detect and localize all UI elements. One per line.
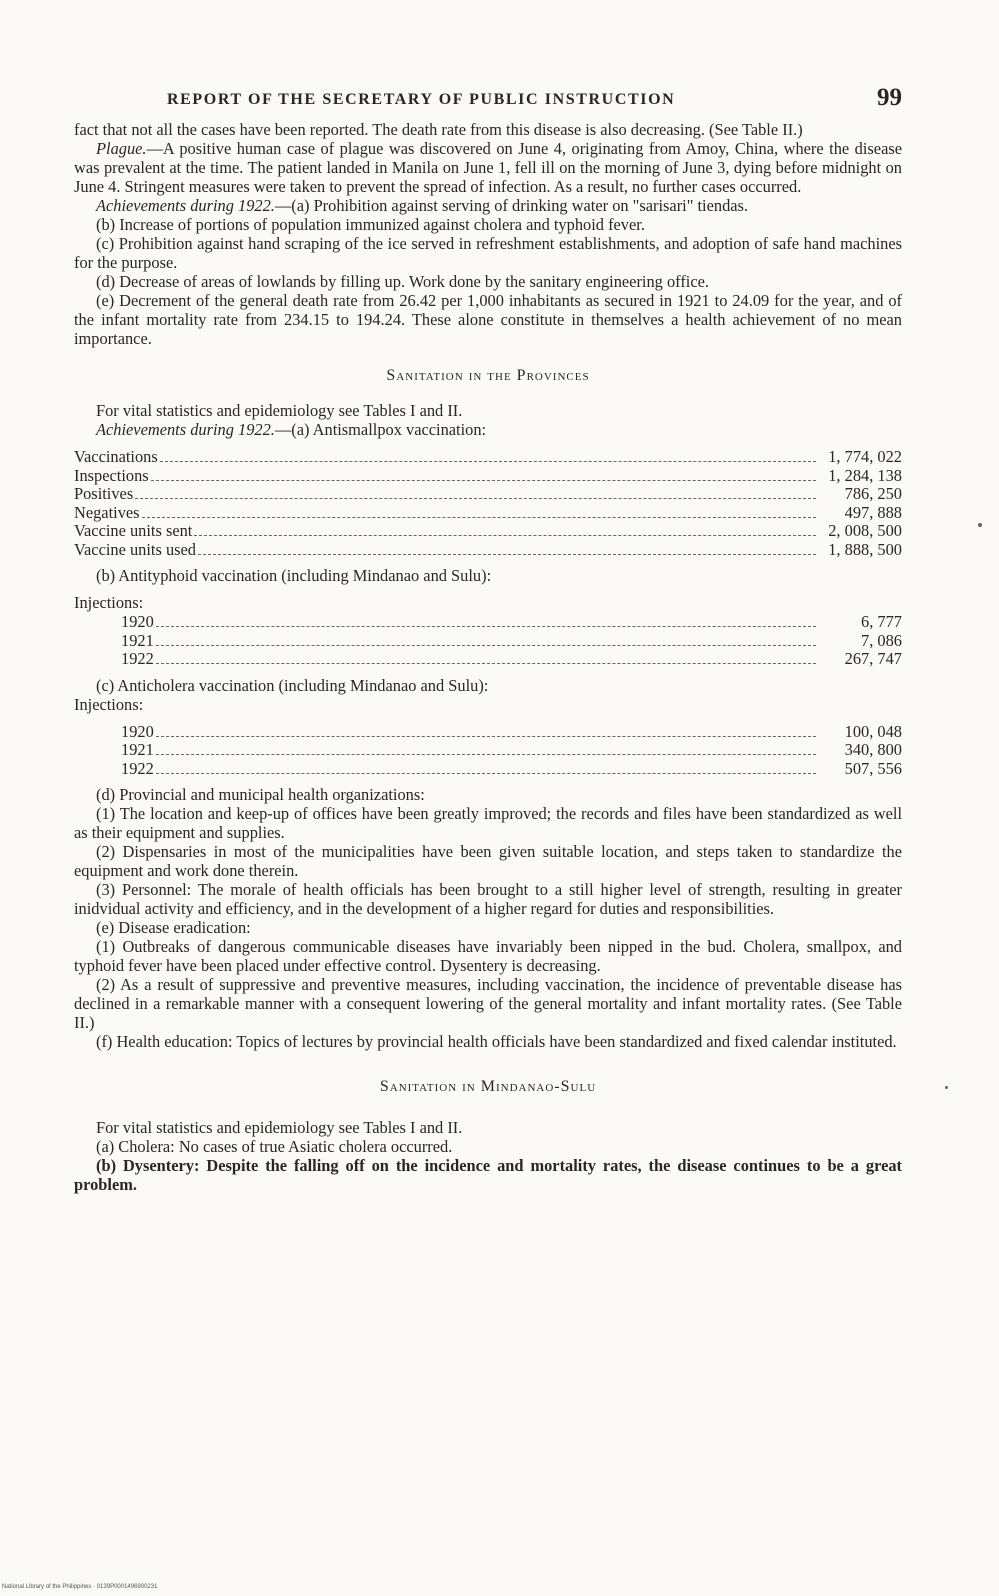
paragraph: fact that not all the cases have been reported. The death rate from this disease is also decreasing. (See Table II.) [74,120,803,139]
table-row: Vaccine units sent 2, 008, 500 [74,521,902,540]
paragraph: (b) Dysentery: Despite the falling off on the incidence and mortality rates, the disease continues to be a great problem. [74,1156,902,1194]
paragraph: (e) Decrement of the general death rate from 26.42 per 1,000 inhabitants as secured in 1921 to 24.09 for the year, and of the infant mortality rate from 234.15 to 194.24. These alone constitute in themselves a health achievement of no mean importance. [74,291,902,348]
table-row: Vaccinations 1, 774, 022 [74,447,902,466]
paragraph: Plague.—A positive human case of plague was discovered on June 4, originating from Amoy, China, where the disease was prevalent at the time. The patient landed in Manila on June 1, fell ill on the morning of June 3, dying before midnight on June 4. Stringent measures were taken to prevent the spread of infection. As a result, no further cases occurred. [74,139,902,196]
paragraph-lead: Achievements during 1922. [96,420,275,439]
paragraph: (f) Health education: Topics of lectures by provincial health officials have been standardized and fixed calendar instituted. [96,1032,897,1051]
paragraph-lead: Plague. [96,139,147,158]
paragraph: (a) Cholera: No cases of true Asiatic cholera occurred. [96,1137,453,1156]
paragraph: Achievements during 1922.—(a) Antismallpox vaccination: [96,420,487,439]
table-row: Negatives 497, 888 [74,502,902,522]
scan-speck [945,1086,948,1089]
paragraph: For vital statistics and epidemiology see Tables I and II. [96,1118,463,1137]
table-row: 1921 7, 086 [121,630,902,650]
table-row: 1920 6, 777 [121,612,902,631]
paragraph: (c) Anticholera vaccination (including Mindanao and Sulu): [96,675,489,695]
paragraph: (c) Prohibition against hand scraping of the ice served in refreshment establishments, and adoption of safe hand machines for the purpose. [74,234,902,272]
table-row: Positives 786, 250 [74,484,902,503]
injections-label: Injections: [74,694,144,714]
document-page [74,86,902,1194]
paragraph: (2) As a result of suppressive and preventive measures, including vaccination, the incidence of preventable disease has declined in a remarkable manner with a consequent lowering of the general mortality and infant mortality rates. (See Table II.) [74,975,902,1032]
page-header [74,86,902,120]
smallpox-table [74,447,902,558]
body-text [74,120,902,1194]
page-number: 99 [877,84,902,111]
running-head: REPORT OF THE SECRETARY OF PUBLIC INSTRUCTION [167,91,676,108]
paragraph: For vital statistics and epidemiology see Tables I and II. [96,401,463,420]
paragraph: (1) The location and keep-up of offices have been greatly improved; the records and files have been standardized as well as their equipment and supplies. [74,804,902,842]
anticholera-table [74,722,902,778]
paragraph: (2) Dispensaries in most of the municipalities have been given suitable location, and steps taken to standardize the equipment and work done therein. [74,842,902,880]
section-title: Sanitation in Mindanao-Sulu [379,1078,597,1095]
table-row: 1922 507, 556 [121,758,902,778]
scan-footer-note: National Library of the Philippines · 0139P0001496900231 [2,1584,158,1590]
table-row: Vaccine units used 1, 888, 500 [74,539,902,559]
scan-speck [978,523,982,527]
antityphoid-table [74,612,902,668]
table-row: 1921 340, 800 [121,740,902,759]
paragraph: (e) Disease eradication: [96,918,251,937]
paragraph: (d) Decrease of areas of lowlands by filling up. Work done by the sanitary engineering office. [96,272,709,291]
section-title: Sanitation in the Provinces [386,367,590,384]
paragraph: (d) Provincial and municipal health organizations: [96,785,425,804]
paragraph: (b) Increase of portions of population immunized against cholera and typhoid fever. [96,215,645,234]
injections-label: Injections: [74,593,144,612]
paragraph-lead: Achievements during 1922. [96,196,275,215]
table-row: Inspections 1, 284, 138 [74,465,902,485]
table-row: 1922 267, 747 [121,649,902,668]
paragraph: Achievements during 1922.—(a) Prohibition against serving of drinking water on "sarisari" tiendas. [96,196,749,215]
paragraph: (b) Antityphoid vaccination (including Mindanao and Sulu): [96,566,492,585]
paragraph: (3) Personnel: The morale of health officials has been brought to a still higher level of strength, resulting in greater inidvidual activity and efficiency, and in the development of a higher regard for duties and responsibilities. [74,880,902,918]
table-row: 1920 100, 048 [121,721,902,741]
paragraph: (1) Outbreaks of dangerous communicable diseases have invariably been nipped in the bud. Cholera, smallpox, and typhoid fever have been placed under effective control. Dysentery is decreasing. [74,937,902,975]
